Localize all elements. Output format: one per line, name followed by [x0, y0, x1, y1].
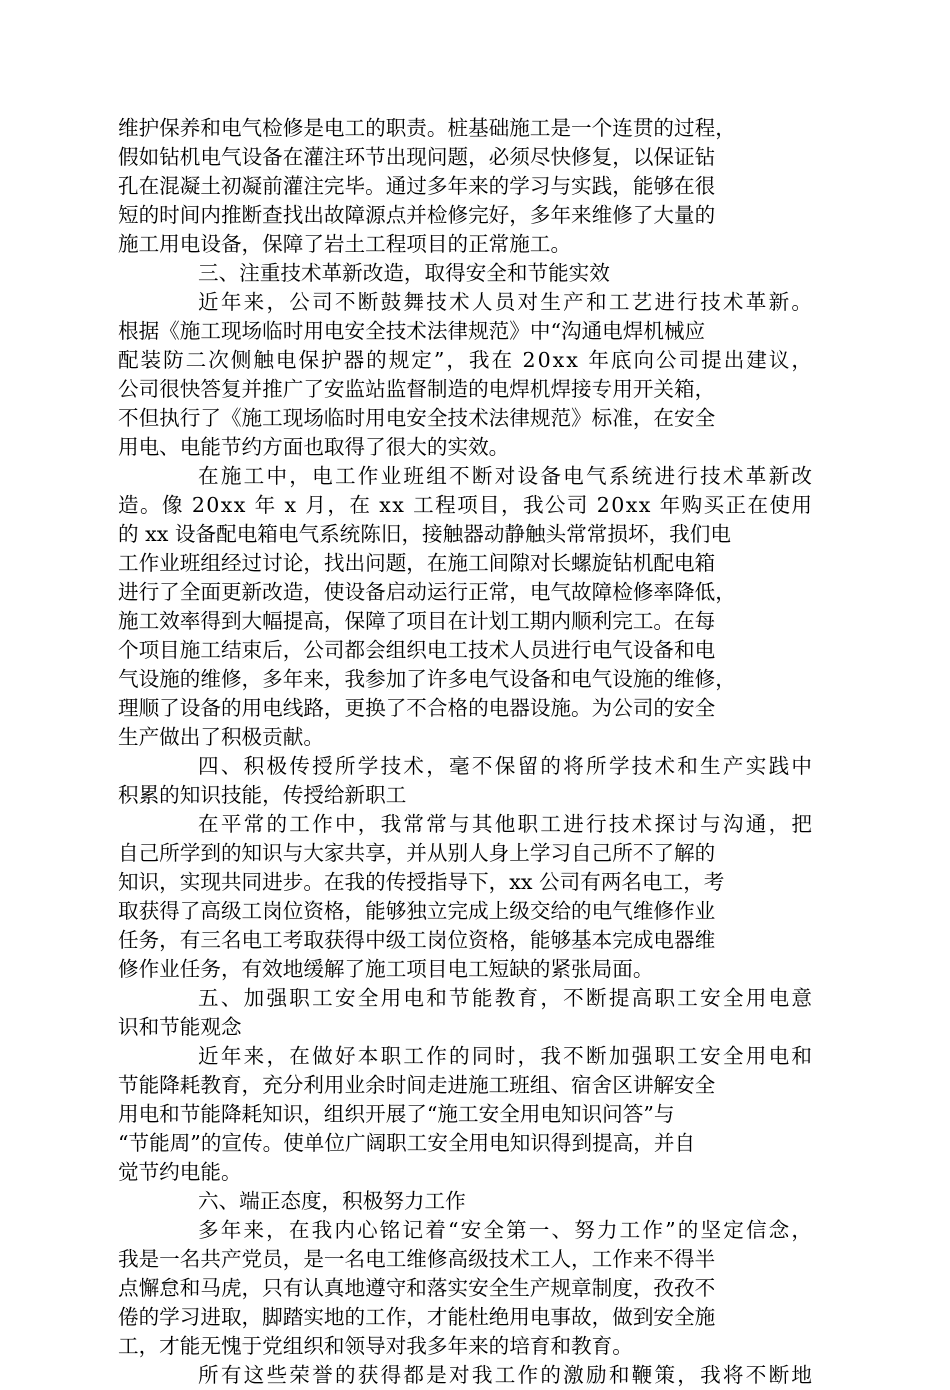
- paragraph-line: 生产做出了积极贡献。: [118, 725, 324, 749]
- paragraph-line: 孔在混凝土初凝前灌注完毕。通过多年来的学习与实践，能够在很: [118, 174, 716, 198]
- paragraph-line: 根据《施工现场临时用电安全技术法律规范》中“沟通电焊机械应: [118, 319, 706, 343]
- paragraph-line: 知识，实现共同进步。在我的传授指导下，xx 公司有两名电工，考: [118, 870, 725, 894]
- paragraph-line: 进行了全面更新改造，使设备启动运行正常，电气故障检修率降低，: [118, 580, 736, 604]
- paragraph-line: 维护保养和电气检修是电工的职责。桩基础施工是一个连贯的过程，: [118, 116, 736, 140]
- section-heading-line: 识和节能观念: [118, 1015, 242, 1039]
- paragraph-line: 配装防二次侧触电保护器的规定”，我在 20xx 年底向公司提出建议，: [118, 348, 814, 372]
- paragraph-line: 假如钻机电气设备在灌注环节出现问题，必须尽快修复，以保证钻: [118, 145, 716, 169]
- paragraph-line: 近年来，公司不断鼓舞技术人员对生产和工艺进行技术革新。: [198, 290, 815, 314]
- section-heading-line: 六、端正态度，积极努力工作: [198, 1189, 466, 1213]
- paragraph-line: 的 xx 设备配电箱电气系统陈旧，接触器动静触头常常损坏，我们电: [118, 522, 731, 546]
- paragraph-line: “节能周”的宣传。使单位广阔职工安全用电知识得到提高，并自: [118, 1131, 696, 1155]
- paragraph-line: 不但执行了《施工现场临时用电安全技术法律规范》标准，在安全: [118, 406, 716, 430]
- paragraph-line: 短的时间内推断查找出故障源点并检修完好，多年来维修了大量的: [118, 203, 716, 227]
- paragraph-line: 工，才能无愧于党组织和领导对我多年来的培育和教育。: [118, 1334, 633, 1358]
- paragraph-line: 任务，有三名电工考取获得中级工岗位资格，能够基本完成电器维: [118, 928, 716, 952]
- paragraph-line: 在施工中，电工作业班组不断对设备电气系统进行技术革新改: [198, 464, 815, 488]
- paragraph-line: 自己所学到的知识与大家共享，并从别人身上学习自己所不了解的: [118, 841, 716, 865]
- document-page: [118, 114, 815, 1390]
- section-heading-line: 五、加强职工安全用电和节能教育，不断提高职工安全用电意: [198, 986, 815, 1010]
- paragraph-line: 近年来，在做好本职工作的同时，我不断加强职工安全用电和: [198, 1044, 815, 1068]
- paragraph-line: 施工用电设备，保障了岩土工程项目的正常施工。: [118, 232, 572, 256]
- section-heading-line: 四、积极传授所学技术，毫不保留的将所学技术和生产实践中: [198, 754, 815, 778]
- paragraph-line: 施工效率得到大幅提高，保障了项目在计划工期内顺利完工。在每: [118, 609, 716, 633]
- paragraph-line: 个项目施工结束后，公司都会组织电工技术人员进行电气设备和电: [118, 638, 716, 662]
- paragraph-line: 节能降耗教育，充分利用业余时间走进施工班组、宿舍区讲解安全: [118, 1073, 716, 1097]
- paragraph-line: 取获得了高级工岗位资格，能够独立完成上级交给的电气维修作业: [118, 899, 716, 923]
- paragraph-line: 点懈怠和马虎，只有认真地遵守和落实安全生产规章制度，孜孜不: [118, 1276, 716, 1300]
- paragraph-line: 修作业任务，有效地缓解了施工项目电工短缺的紧张局面。: [118, 957, 654, 981]
- paragraph-line: 多年来，在我内心铭记着“安全第一、努力工作”的坚定信念，: [198, 1218, 815, 1242]
- paragraph-line: 在平常的工作中，我常常与其他职工进行技术探讨与沟通，把: [198, 812, 815, 836]
- section-heading-line: 积累的知识技能，传授给新职工: [118, 783, 407, 807]
- paragraph-line: 倦的学习进取，脚踏实地的工作，才能杜绝用电事故，做到安全施: [118, 1305, 716, 1329]
- section-heading-line: 三、注重技术革新改造，取得安全和节能实效: [198, 261, 610, 285]
- paragraph-line: 公司很快答复并推广了安监站监督制造的电焊机焊接专用开关箱，: [118, 377, 716, 401]
- paragraph-line: 工作业班组经过讨论，找出问题，在施工间隙对长螺旋钻机配电箱: [118, 551, 716, 575]
- paragraph-line: 造。像 20xx 年 x 月，在 xx 工程项目，我公司 20xx 年购买正在使用: [118, 493, 814, 517]
- paragraph-line: 我是一名共产党员，是一名电工维修高级技术工人，工作来不得半: [118, 1247, 716, 1271]
- paragraph-line: 用电、电能节约方面也取得了很大的实效。: [118, 435, 510, 459]
- paragraph-line: 觉节约电能。: [118, 1160, 242, 1184]
- paragraph-line: 用电和节能降耗知识，组织开展了“施工安全用电知识问答”与: [118, 1102, 675, 1126]
- paragraph-line: 理顺了设备的用电线路，更换了不合格的电器设施。为公司的安全: [118, 696, 716, 720]
- paragraph-line: 所有这些荣誉的获得都是对我工作的激励和鞭策，我将不断地: [198, 1363, 815, 1387]
- paragraph-line: 气设施的维修，多年来，我参加了许多电气设备和电气设施的维修，: [118, 667, 736, 691]
